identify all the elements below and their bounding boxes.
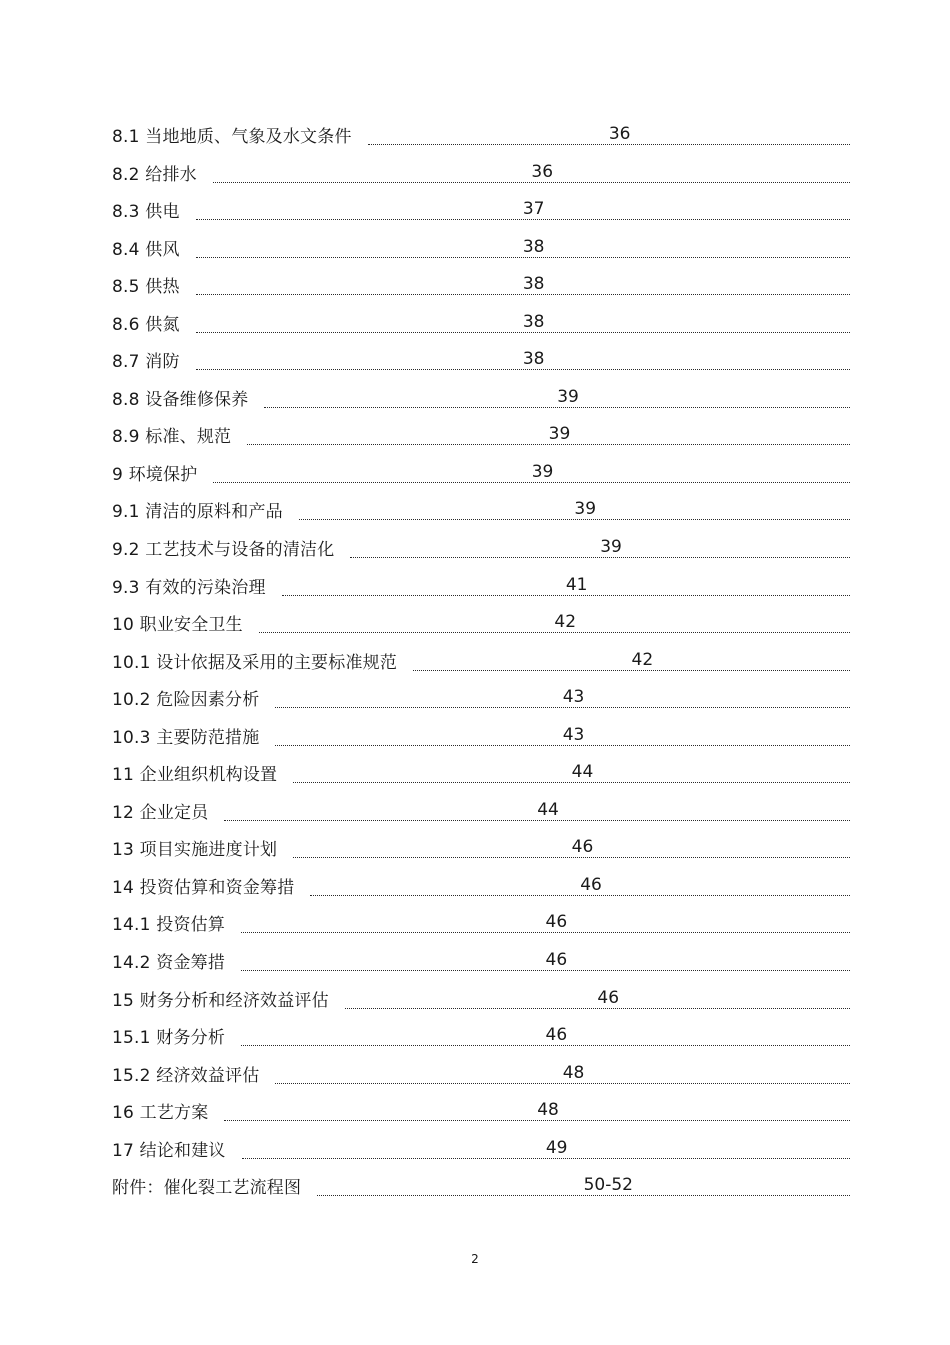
toc-entry-page: 39 [548,424,571,445]
toc-entry[interactable] [112,231,850,269]
toc-entry[interactable] [112,869,850,907]
toc-leader-dots [196,294,850,295]
toc-entry[interactable] [112,1132,850,1170]
toc-entry-page: 38 [522,349,545,370]
toc-entry-page: 46 [545,1025,568,1046]
toc-entry-page: 44 [537,799,559,820]
toc-entry-title: 9.1 清洁的原料和产品 [112,502,283,523]
toc-leader-dots [196,257,850,258]
toc-entry[interactable] [112,456,850,494]
toc-leader-dots [275,707,850,708]
toc-entry[interactable] [112,644,850,682]
toc-entry-page: 36 [531,161,554,182]
toc-leader-dots [242,1158,850,1159]
toc-entry-title: 9.3 有效的污染治理 [112,577,266,598]
toc-leader-dots [293,857,850,858]
toc-entry-title: 8.9 标准、规范 [112,427,232,448]
toc-entry-page: 38 [522,274,545,295]
toc-entry-title: 8.8 设备维修保养 [112,389,249,410]
toc-entry-title: 15 财务分析和经济效益评估 [112,990,329,1011]
toc-leader-dots [310,895,850,896]
toc-entry[interactable] [112,606,850,644]
table-of-contents [112,118,850,1207]
toc-entry-page: 36 [608,124,631,144]
toc-entry[interactable] [112,681,850,719]
toc-entry-title: 9.2 工艺技术与设备的清洁化 [112,540,335,561]
toc-entry-page: 38 [522,311,545,332]
toc-entry-title: 14.2 资金筹措 [112,953,226,974]
toc-leader-dots [299,519,850,520]
toc-entry-title: 13 项目实施进度计划 [112,840,278,861]
toc-entry-page: 46 [597,987,620,1008]
toc-entry[interactable] [112,118,850,156]
toc-entry-title: 12 企业定员 [112,802,209,823]
toc-leader-dots [259,632,850,633]
toc-entry[interactable] [112,756,850,794]
toc-entry-title: 14 投资估算和资金筹措 [112,877,295,898]
toc-entry-page: 39 [600,537,622,558]
toc-leader-dots [196,332,850,333]
toc-entry-title: 10 职业安全卫生 [112,615,243,636]
toc-leader-dots [196,369,850,370]
toc-entry-page: 42 [631,649,654,670]
toc-leader-dots [241,970,850,971]
toc-entry[interactable] [112,531,850,569]
toc-entry-title: 11 企业组织机构设置 [112,765,278,786]
toc-leader-dots [350,557,850,558]
toc-entry-title: 15.1 财务分析 [112,1028,226,1049]
toc-entry[interactable] [112,193,850,231]
toc-entry-title: 8.3 供电 [112,202,180,223]
toc-leader-dots [213,182,850,183]
toc-leader-dots [241,1045,850,1046]
toc-entry-title: 9 环境保护 [112,464,198,485]
toc-entry-page: 37 [522,199,545,220]
toc-entry[interactable] [112,418,850,456]
toc-entry-title: 8.6 供氮 [112,314,180,335]
toc-entry-page: 39 [557,386,579,407]
page-number: 2 [471,1252,479,1266]
toc-leader-dots [213,482,850,483]
toc-entry-page: 41 [565,574,588,595]
toc-entry-page: 46 [580,874,602,895]
toc-entry[interactable] [112,906,850,944]
toc-entry-title: 附件：催化裂工艺流程图 [112,1178,302,1199]
toc-entry-page: 44 [571,762,594,783]
toc-leader-dots [224,820,850,821]
toc-entry-title: 17 结论和建议 [112,1140,226,1161]
toc-leader-dots [413,670,850,671]
toc-entry-page: 39 [574,499,597,520]
toc-entry[interactable] [112,343,850,381]
toc-leader-dots [317,1195,850,1196]
toc-entry[interactable] [112,1019,850,1057]
toc-entry-title: 15.2 经济效益评估 [112,1065,260,1086]
toc-entry-page: 43 [562,724,585,745]
toc-entry-page: 50-52 [583,1175,633,1196]
toc-entry-title: 8.4 供风 [112,239,180,260]
toc-entry-title: 16 工艺方案 [112,1103,209,1124]
toc-entry[interactable] [112,1094,850,1132]
toc-leader-dots [241,932,850,933]
toc-entry[interactable] [112,794,850,832]
toc-entry-page: 42 [554,612,577,633]
toc-entry[interactable] [112,831,850,869]
toc-entry[interactable] [112,381,850,419]
toc-entry-page: 43 [562,687,585,708]
toc-entry-page: 46 [545,912,568,933]
toc-entry-title: 14.1 投资估算 [112,915,226,936]
toc-entry-page: 49 [545,1137,568,1158]
toc-leader-dots [247,444,850,445]
toc-leader-dots [345,1008,850,1009]
toc-entry-title: 8.5 供热 [112,277,180,298]
toc-entry-page: 46 [571,837,594,858]
toc-leader-dots [196,219,850,220]
toc-entry-title: 8.1 当地地质、气象及水文条件 [112,127,352,147]
toc-leader-dots [275,1083,850,1084]
toc-leader-dots [224,1120,850,1121]
toc-entry[interactable] [112,306,850,344]
toc-entry-title: 10.2 危险因素分析 [112,690,260,711]
toc-entry[interactable] [112,156,850,194]
toc-entry[interactable] [112,268,850,306]
toc-entry[interactable] [112,1169,850,1207]
toc-entry-title: 8.2 给排水 [112,164,197,185]
toc-leader-dots [368,144,850,145]
toc-entry[interactable] [112,569,850,607]
toc-entry-title: 10.1 设计依据及采用的主要标准规范 [112,652,398,673]
toc-entry-title: 8.7 消防 [112,352,180,373]
toc-leader-dots [282,595,850,596]
toc-entry-page: 48 [562,1062,585,1083]
toc-entry[interactable] [112,1057,850,1095]
toc-entry-title: 10.3 主要防范措施 [112,727,260,748]
toc-leader-dots [293,782,850,783]
toc-entry-page: 38 [522,236,545,257]
toc-entry[interactable] [112,493,850,531]
toc-entry[interactable] [112,944,850,982]
toc-leader-dots [264,407,850,408]
toc-entry-page: 48 [537,1100,559,1121]
toc-leader-dots [275,745,850,746]
toc-entry[interactable] [112,719,850,757]
toc-entry-page: 46 [545,950,568,971]
toc-entry-page: 39 [531,461,554,482]
toc-entry[interactable] [112,982,850,1020]
